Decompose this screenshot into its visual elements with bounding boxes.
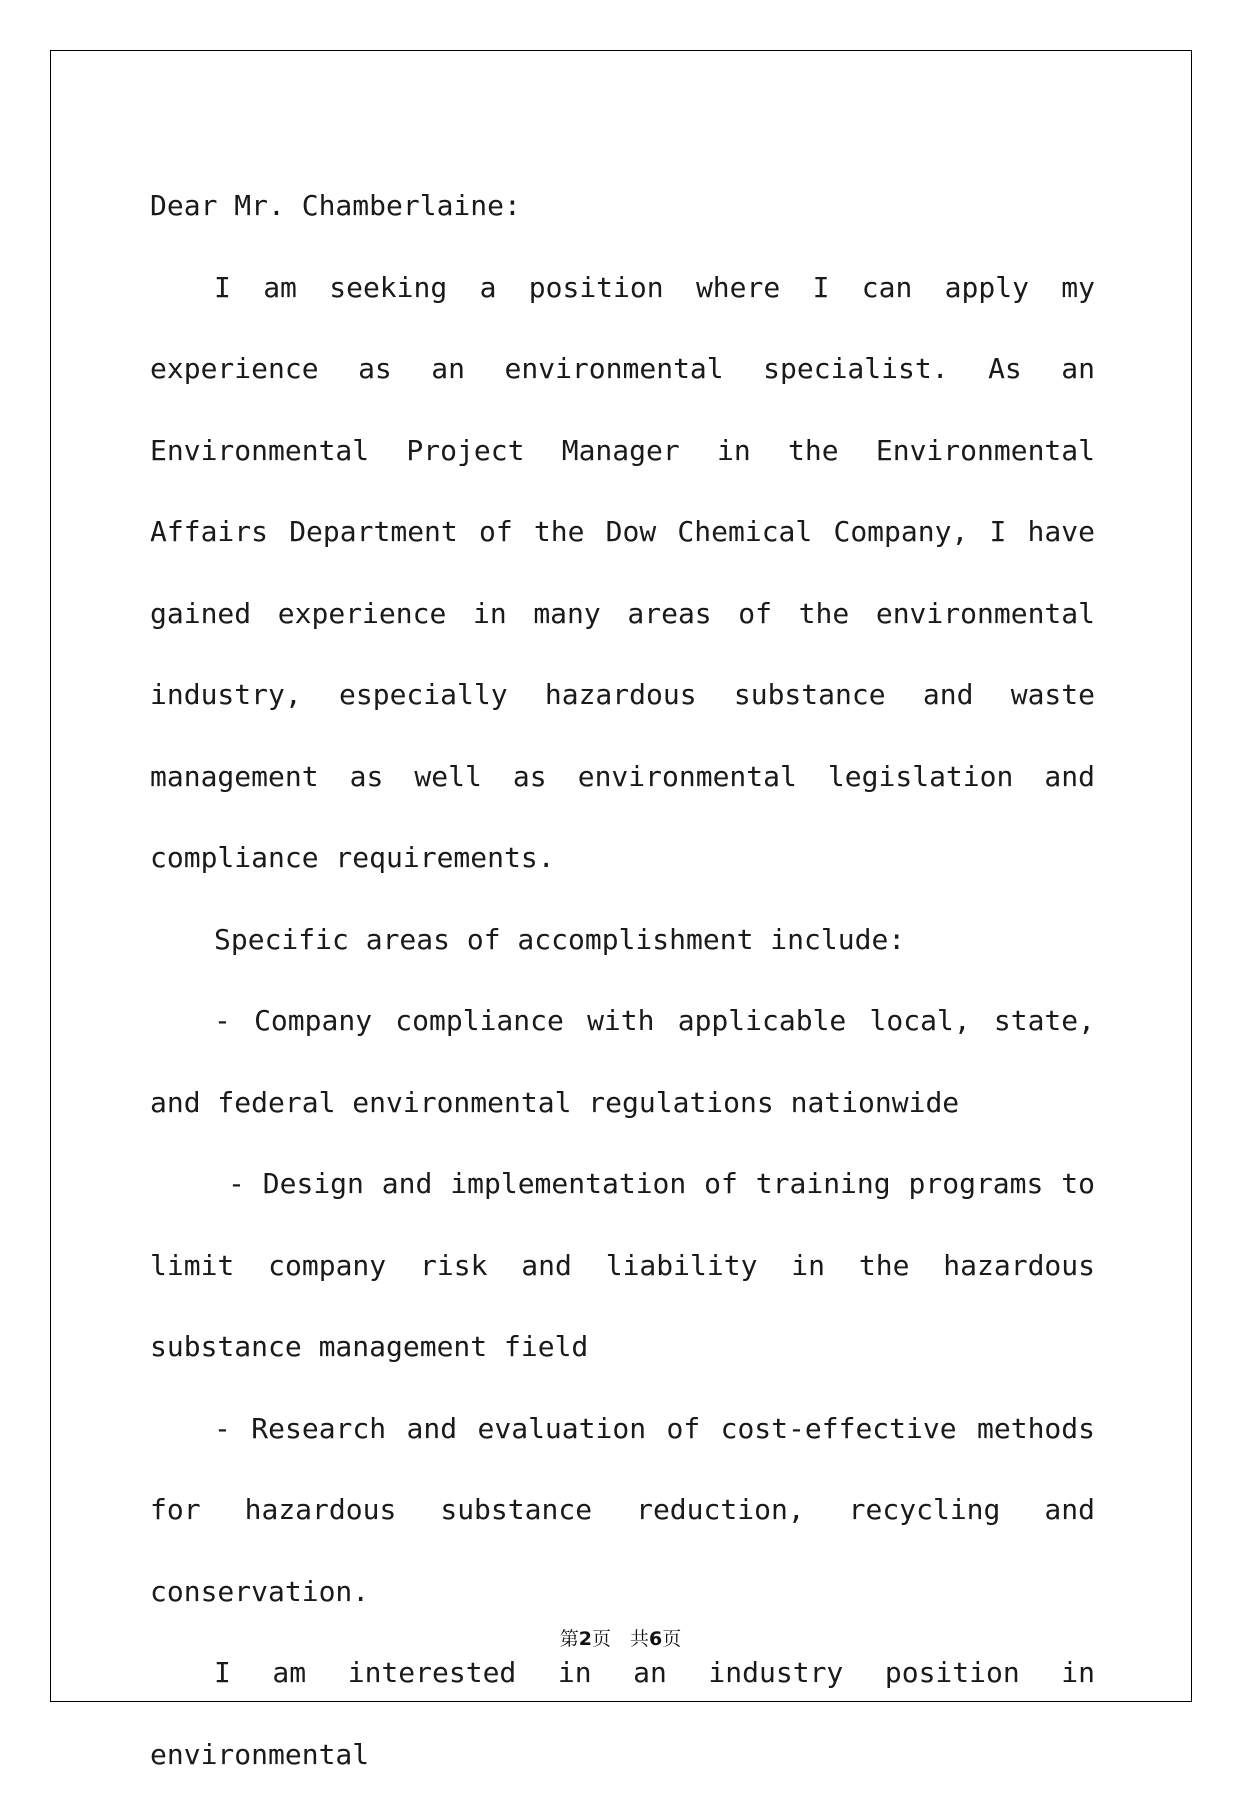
page-number-footer <box>0 1624 1241 1651</box>
paragraph-accomplishments-intro: Specific areas of accomplishment include: <box>214 922 906 956</box>
bullet-research: - Research and evaluation of cost-effective methods for hazardous substance reduction, recycling and conservation. <box>150 1411 1095 1608</box>
footer-prefix: 第 <box>559 1628 579 1650</box>
footer-mid: 页 共 <box>591 1628 649 1650</box>
footer-suffix: 页 <box>662 1628 682 1650</box>
salutation: Dear Mr. Chamberlaine: <box>150 189 521 222</box>
letter-body <box>150 165 1095 1795</box>
paragraph-interest: I am interested in an industry position in environmental <box>150 1656 1095 1771</box>
paragraph-experience: I am seeking a position where I can apply my experience as an environmental specialist. As an Environmental Project Manager in the Environmental Affairs Department of the Dow Chemical Company, I have gained experience in many areas of the environmental industry, especially hazardous substance and waste management as well as environmental legislation and compliance requirements. <box>150 270 1095 874</box>
bullet-compliance: - Company compliance with applicable local, state, and federal environmental regulations nationwide <box>150 1004 1095 1119</box>
bullet-training: - Design and implementation of training programs to limit company risk and liability in the hazardous substance management field <box>150 1167 1095 1363</box>
footer-page-number: 2 <box>578 1628 592 1650</box>
footer-total-pages: 6 <box>649 1628 663 1650</box>
